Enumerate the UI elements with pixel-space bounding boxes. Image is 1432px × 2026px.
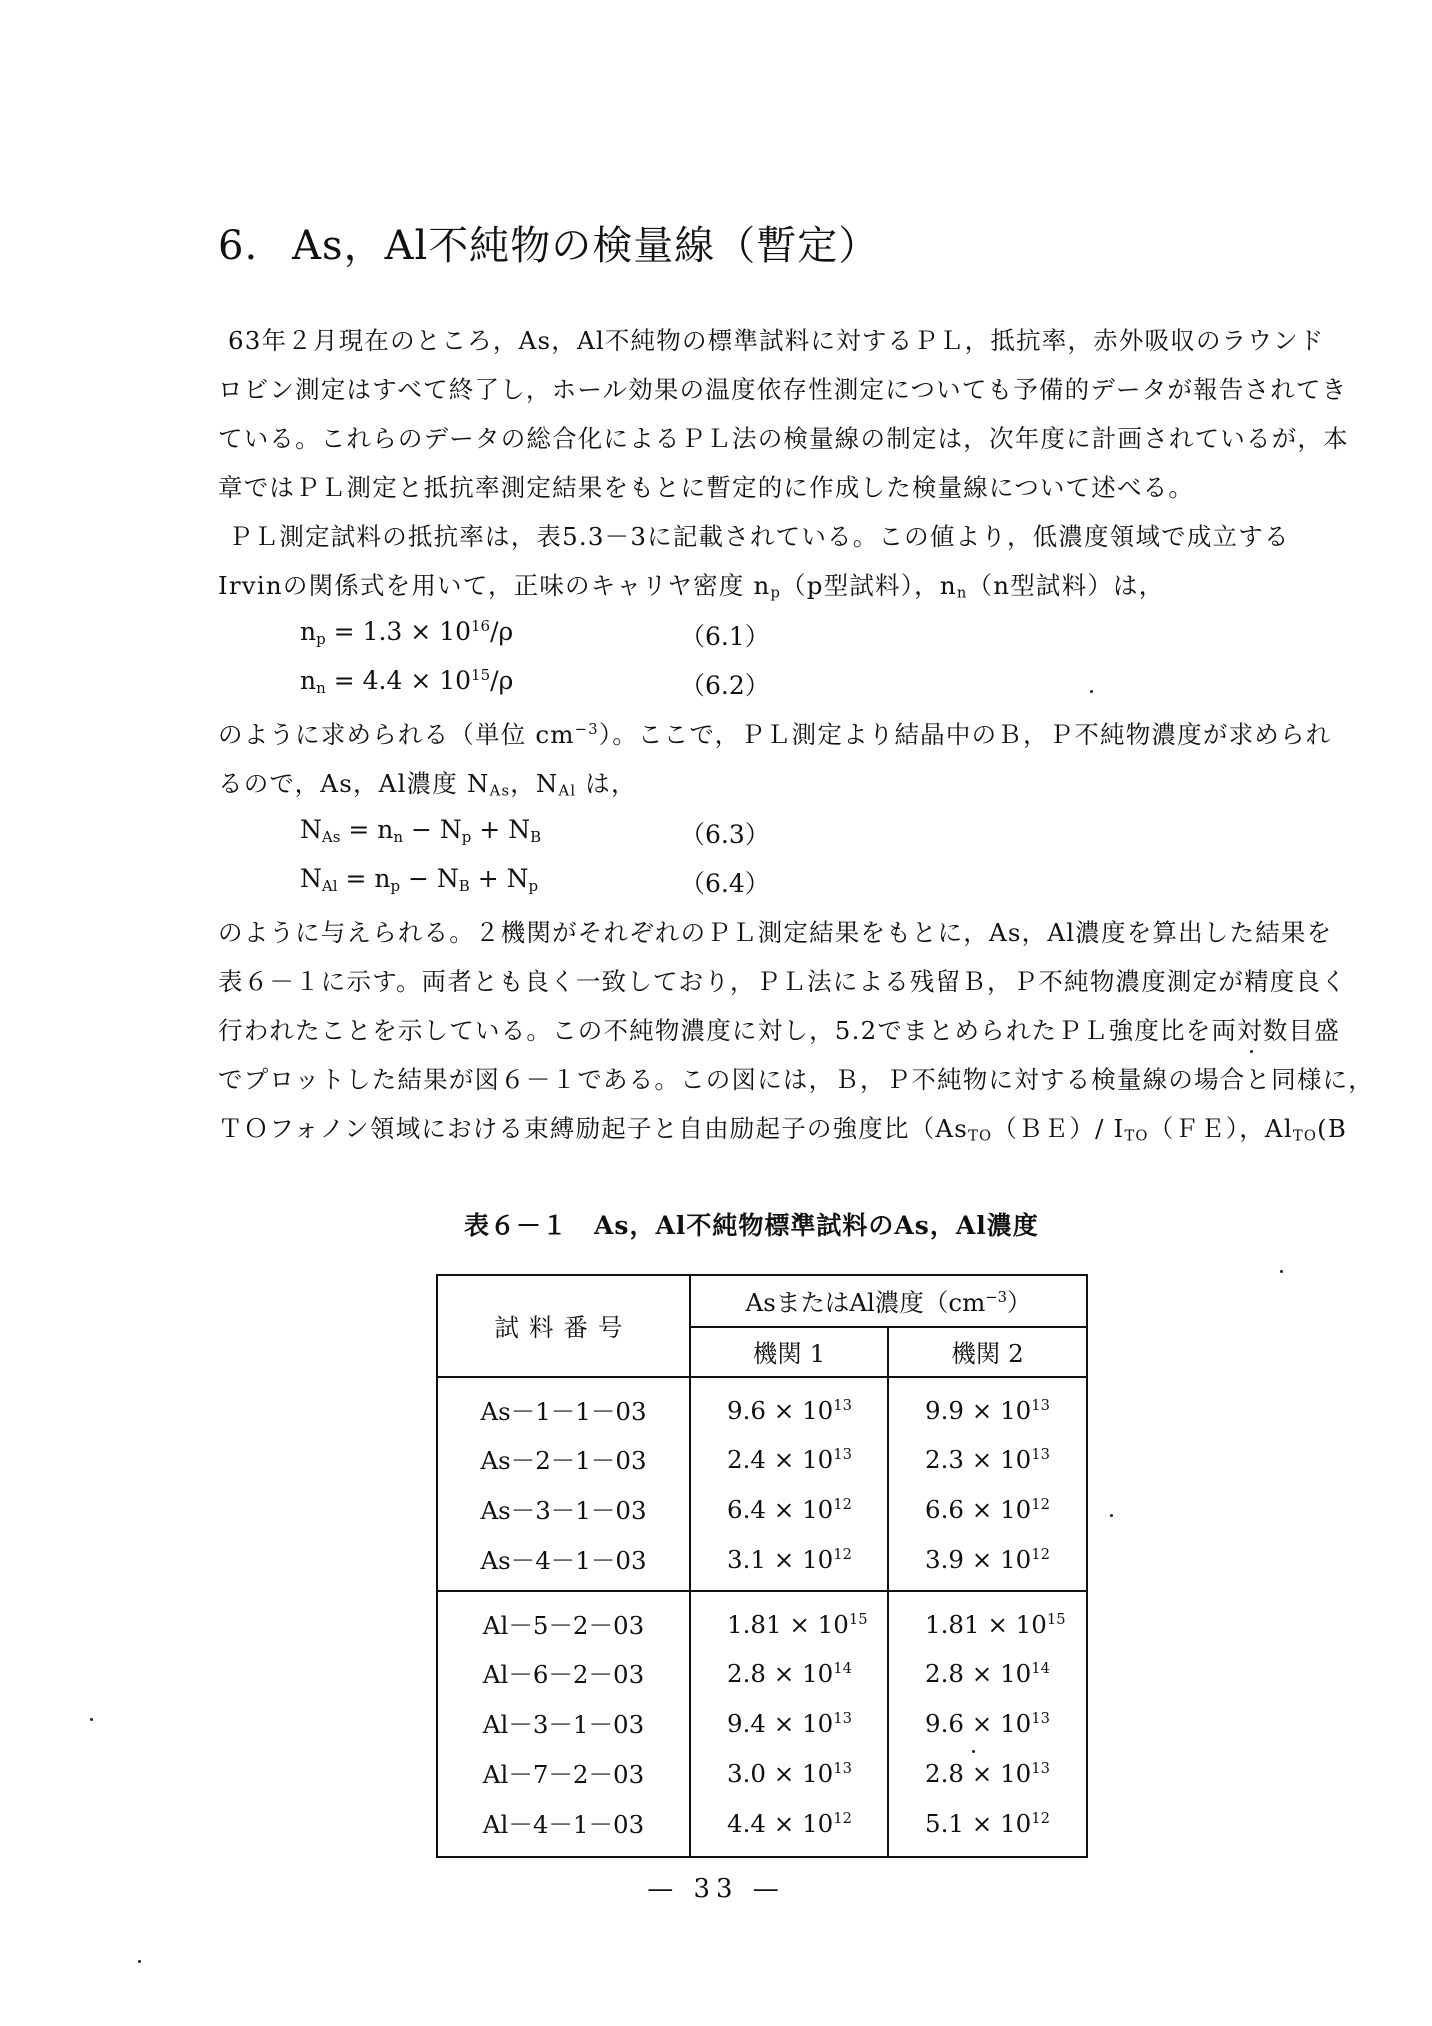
mantissa: 9.4 xyxy=(727,1708,766,1738)
mantissa: 4.4 xyxy=(727,1808,766,1838)
paragraph-4-text-end: (B xyxy=(1317,1114,1348,1143)
scan-speck xyxy=(1250,1050,1253,1053)
cell-sample-id: As－3－1－03 xyxy=(437,1484,690,1534)
paragraph-4-text-mid: （ＢＥ）/ I xyxy=(992,1114,1125,1143)
eq-mid: − N xyxy=(400,864,459,893)
table-row xyxy=(437,1748,1087,1798)
times-ten: × 10 xyxy=(963,1758,1032,1788)
cell-sample-id: Al－7－2－03 xyxy=(437,1748,690,1798)
paragraph-3-text: るので，As，Al濃度 N xyxy=(218,769,490,798)
exponent: 15 xyxy=(1046,1610,1066,1628)
exponent: 14 xyxy=(1031,1659,1050,1677)
header-unit-exponent: −3 xyxy=(985,1288,1007,1306)
cell-org2-concentration xyxy=(888,1748,1087,1798)
cell-sample-id: Al－6－2－03 xyxy=(437,1648,690,1698)
times-ten: × 10 xyxy=(963,1808,1032,1838)
eq-rhs: = 4.4 × 10 xyxy=(333,666,472,695)
times-ten: × 10 xyxy=(765,1808,834,1838)
cell-org2-concentration xyxy=(888,1648,1087,1698)
scan-speck xyxy=(1110,1514,1113,1517)
eq-lhs-sub: Al xyxy=(321,876,338,895)
times-ten: × 10 xyxy=(781,1609,849,1639)
concentration-table xyxy=(436,1274,1088,1858)
exponent: 15 xyxy=(848,1610,868,1628)
paragraph-3-text-mid: ，N xyxy=(510,769,559,798)
mantissa: 2.8 xyxy=(727,1658,766,1688)
equation-6-1 xyxy=(300,617,513,648)
scan-speck xyxy=(138,1960,141,1963)
paragraph-4-line-5 xyxy=(218,1110,1347,1145)
table-row xyxy=(437,1484,1087,1534)
eq-sub: p xyxy=(528,876,539,895)
eq-lhs-sub: As xyxy=(321,827,341,846)
exponent: 13 xyxy=(1031,1396,1050,1414)
nn-description: （n型試料）は， xyxy=(967,571,1165,600)
cell-org2-concentration xyxy=(888,1698,1087,1748)
header-org-2: 機関 2 xyxy=(888,1327,1087,1377)
times-ten: × 10 xyxy=(765,1494,834,1524)
header-org-1: 機関 1 xyxy=(690,1327,888,1377)
exponent: 12 xyxy=(833,1495,852,1513)
paragraph-1-line-1: 63年２月現在のところ，As，Al不純物の標準試料に対するＰＬ，抵抗率，赤外吸収のラウンド xyxy=(228,326,1325,355)
paragraph-3-text-cont: ）。ここで，ＰＬ測定より結晶中のＢ，Ｐ不純物濃度が求められ xyxy=(598,720,1332,749)
paragraph-4-line-3: 行われたことを示している。この不純物濃度に対し，5.2でまとめられたＰＬ強度比を両対数目盛 xyxy=(218,1016,1340,1045)
table-row xyxy=(437,1434,1087,1484)
times-ten: × 10 xyxy=(963,1544,1032,1574)
cell-org2-concentration xyxy=(888,1591,1087,1648)
paragraph-3-text: のように求められる（単位 cm xyxy=(218,720,575,749)
times-ten: × 10 xyxy=(963,1708,1032,1738)
eq-sub: p xyxy=(461,827,472,846)
header-concentration-close: ） xyxy=(1006,1287,1032,1317)
eq-sub: B xyxy=(458,876,470,895)
exponent: 12 xyxy=(833,1809,852,1827)
section-heading xyxy=(218,214,879,271)
eq-rhs: = n xyxy=(345,864,391,893)
paragraph-1-line-4: 章ではＰＬ測定と抵抗率測定結果をもとに暫定的に作成した検量線について述べる。 xyxy=(218,473,1195,502)
exponent: 12 xyxy=(1031,1809,1050,1827)
to-subscript: TO xyxy=(1292,1127,1318,1145)
np-subscript: p xyxy=(770,584,782,602)
times-ten: × 10 xyxy=(765,1544,834,1574)
cell-org1-concentration xyxy=(690,1534,888,1591)
mantissa: 1.81 xyxy=(727,1609,782,1639)
eq-mid: + N xyxy=(469,864,529,893)
exponent: 12 xyxy=(833,1545,852,1563)
times-ten: × 10 xyxy=(963,1444,1032,1474)
exponent: 13 xyxy=(1031,1759,1050,1777)
table-row xyxy=(437,1648,1087,1698)
cell-org2-concentration xyxy=(888,1798,1087,1857)
mantissa: 6.4 xyxy=(727,1494,766,1524)
equation-number-6-2: （6.2） xyxy=(680,671,770,700)
to-subscript: TO xyxy=(1124,1127,1149,1145)
exponent: 13 xyxy=(833,1709,852,1727)
eq-lhs: n xyxy=(300,617,317,646)
paragraph-4-text: ＴＯフォノン領域における束縛励起子と自由励起子の強度比（As xyxy=(218,1114,969,1143)
times-ten: × 10 xyxy=(963,1395,1032,1425)
cell-org1-concentration xyxy=(690,1591,888,1648)
exponent: 12 xyxy=(1031,1495,1050,1513)
np-description: （p型試料）， xyxy=(781,571,940,600)
eq-sub: p xyxy=(390,876,401,895)
mantissa: 2.4 xyxy=(727,1444,766,1474)
paragraph-3-line-2 xyxy=(218,765,637,800)
eq-rhs-suffix: /ρ xyxy=(490,666,514,695)
times-ten: × 10 xyxy=(765,1658,834,1688)
table-row xyxy=(437,1591,1087,1648)
cell-sample-id: As－4－1－03 xyxy=(437,1534,690,1591)
cell-org1-concentration xyxy=(690,1798,888,1857)
header-concentration-text: AsまたはAl濃度（cm xyxy=(745,1287,986,1317)
equation-6-3 xyxy=(300,815,541,846)
cell-sample-id: Al－5－2－03 xyxy=(437,1591,690,1648)
np-symbol: n xyxy=(753,571,771,600)
times-ten: × 10 xyxy=(765,1444,834,1474)
cell-org2-concentration xyxy=(888,1377,1087,1434)
table-row xyxy=(437,1534,1087,1591)
times-ten: × 10 xyxy=(765,1395,834,1425)
exponent: 13 xyxy=(833,1445,852,1463)
mantissa: 6.6 xyxy=(925,1494,964,1524)
exponent: 13 xyxy=(833,1759,852,1777)
mantissa: 3.9 xyxy=(925,1544,964,1574)
section-title-text: As，Al不純物の検量線（暫定） xyxy=(292,223,880,269)
cell-org1-concentration xyxy=(690,1748,888,1798)
section-number: 6. xyxy=(218,223,259,269)
paragraph-3-text-end: は， xyxy=(576,769,637,798)
cell-org1-concentration xyxy=(690,1484,888,1534)
cell-sample-id: Al－3－1－03 xyxy=(437,1698,690,1748)
page-number: — 33 — xyxy=(647,1874,785,1904)
mantissa: 5.1 xyxy=(925,1808,964,1838)
equation-number-6-3: （6.3） xyxy=(680,820,770,849)
paragraph-2-line-1: ＰＬ測定試料の抵抗率は，表5.3－3に記載されている。この値より，低濃度領域で成立する xyxy=(228,522,1290,551)
eq-rhs: = n xyxy=(348,815,394,844)
paragraph-4-text-mid: （ＦＥ），Al xyxy=(1148,1114,1293,1143)
eq-sub: B xyxy=(530,827,542,846)
times-ten: × 10 xyxy=(979,1609,1047,1639)
cell-org1-concentration xyxy=(690,1377,888,1434)
equation-6-2 xyxy=(300,666,513,697)
mantissa: 9.6 xyxy=(925,1708,964,1738)
cell-org2-concentration xyxy=(888,1534,1087,1591)
table-row xyxy=(437,1698,1087,1748)
eq-mid: + N xyxy=(471,815,531,844)
scan-speck xyxy=(90,1718,93,1721)
cell-org2-concentration xyxy=(888,1434,1087,1484)
eq-rhs-suffix: /ρ xyxy=(490,617,514,646)
equation-number-6-1: （6.1） xyxy=(680,622,770,651)
cell-sample-id: Al－4－1－03 xyxy=(437,1798,690,1857)
table-header-row xyxy=(437,1275,1087,1327)
scan-speck xyxy=(972,1750,975,1753)
eq-lhs: n xyxy=(300,666,317,695)
mantissa: 9.9 xyxy=(925,1395,964,1425)
table-row xyxy=(437,1377,1087,1434)
paragraph-2-line-2 xyxy=(218,567,1164,602)
cell-org2-concentration xyxy=(888,1484,1087,1534)
cell-sample-id: As－1－1－03 xyxy=(437,1377,690,1434)
exponent: 14 xyxy=(833,1659,852,1677)
mantissa: 3.0 xyxy=(727,1758,766,1788)
paragraph-3-line-1 xyxy=(218,716,1331,751)
cell-org1-concentration xyxy=(690,1648,888,1698)
header-sample-id: 試料番号 xyxy=(437,1275,690,1377)
mantissa: 1.81 xyxy=(925,1609,980,1639)
eq-exponent: 16 xyxy=(470,617,491,635)
times-ten: × 10 xyxy=(765,1758,834,1788)
paragraph-4-line-4: でプロットした結果が図６－１である。この図には，Ｂ，Ｐ不純物に対する検量線の場合と同様に， xyxy=(218,1065,1375,1094)
cell-org1-concentration xyxy=(690,1698,888,1748)
mantissa: 2.8 xyxy=(925,1758,964,1788)
times-ten: × 10 xyxy=(963,1658,1032,1688)
mantissa: 2.8 xyxy=(925,1658,964,1688)
nas-subscript: As xyxy=(489,782,511,800)
eq-exponent: 15 xyxy=(471,666,491,684)
to-subscript: TO xyxy=(968,1127,993,1145)
times-ten: × 10 xyxy=(765,1708,834,1738)
exponent: 12 xyxy=(1031,1545,1050,1563)
header-concentration xyxy=(690,1275,1087,1327)
equation-number-6-4: （6.4） xyxy=(680,869,770,898)
paragraph-4-line-2: 表６－１に示す。両者とも良く一致しており，ＰＬ法による残留Ｂ，Ｐ不純物濃度測定が精度良く xyxy=(218,967,1347,996)
paragraph-1-line-3: ている。これらのデータの総合化によるＰＬ法の検量線の制定は，次年度に計画されているが，本 xyxy=(218,424,1349,453)
exponent: 13 xyxy=(1031,1709,1050,1727)
mantissa: 2.3 xyxy=(925,1444,964,1474)
table-caption: 表６－１ As，Al不純物標準試料のAs，Al濃度 xyxy=(464,1211,1039,1240)
scan-speck xyxy=(1090,690,1093,693)
eq-rhs: = 1.3 × 10 xyxy=(333,617,471,646)
scan-speck xyxy=(1280,1270,1283,1273)
mantissa: 9.6 xyxy=(727,1395,766,1425)
eq-lhs-sub: p xyxy=(316,629,326,648)
eq-lhs: N xyxy=(300,815,322,844)
cell-sample-id: As－2－1－03 xyxy=(437,1434,690,1484)
paragraph-4-line-1: のように与えられる。２機関がそれぞれのＰＬ測定結果をもとに，As，Al濃度を算出した結果を xyxy=(218,918,1333,947)
eq-lhs-sub: n xyxy=(316,678,326,697)
table-row xyxy=(437,1798,1087,1857)
nn-symbol: n xyxy=(939,571,957,600)
mantissa: 3.1 xyxy=(727,1544,766,1574)
exponent: 13 xyxy=(1031,1445,1050,1463)
times-ten: × 10 xyxy=(963,1494,1032,1524)
nal-subscript: Al xyxy=(558,782,577,800)
paragraph-1-line-2: ロビン測定はすべて終了し，ホール効果の温度依存性測定についても予備的データが報告されてき xyxy=(218,375,1348,404)
nn-subscript: n xyxy=(956,584,968,602)
paragraph-2-text: Irvinの関係式を用いて，正味のキャリヤ密度 xyxy=(218,571,754,600)
eq-sub: n xyxy=(393,827,404,846)
unit-exponent: −3 xyxy=(574,721,599,739)
cell-org1-concentration xyxy=(690,1434,888,1484)
equation-6-4 xyxy=(300,864,538,895)
eq-mid: − N xyxy=(403,815,462,844)
exponent: 13 xyxy=(833,1396,852,1414)
table-body xyxy=(437,1377,1087,1857)
eq-lhs: N xyxy=(300,864,322,893)
